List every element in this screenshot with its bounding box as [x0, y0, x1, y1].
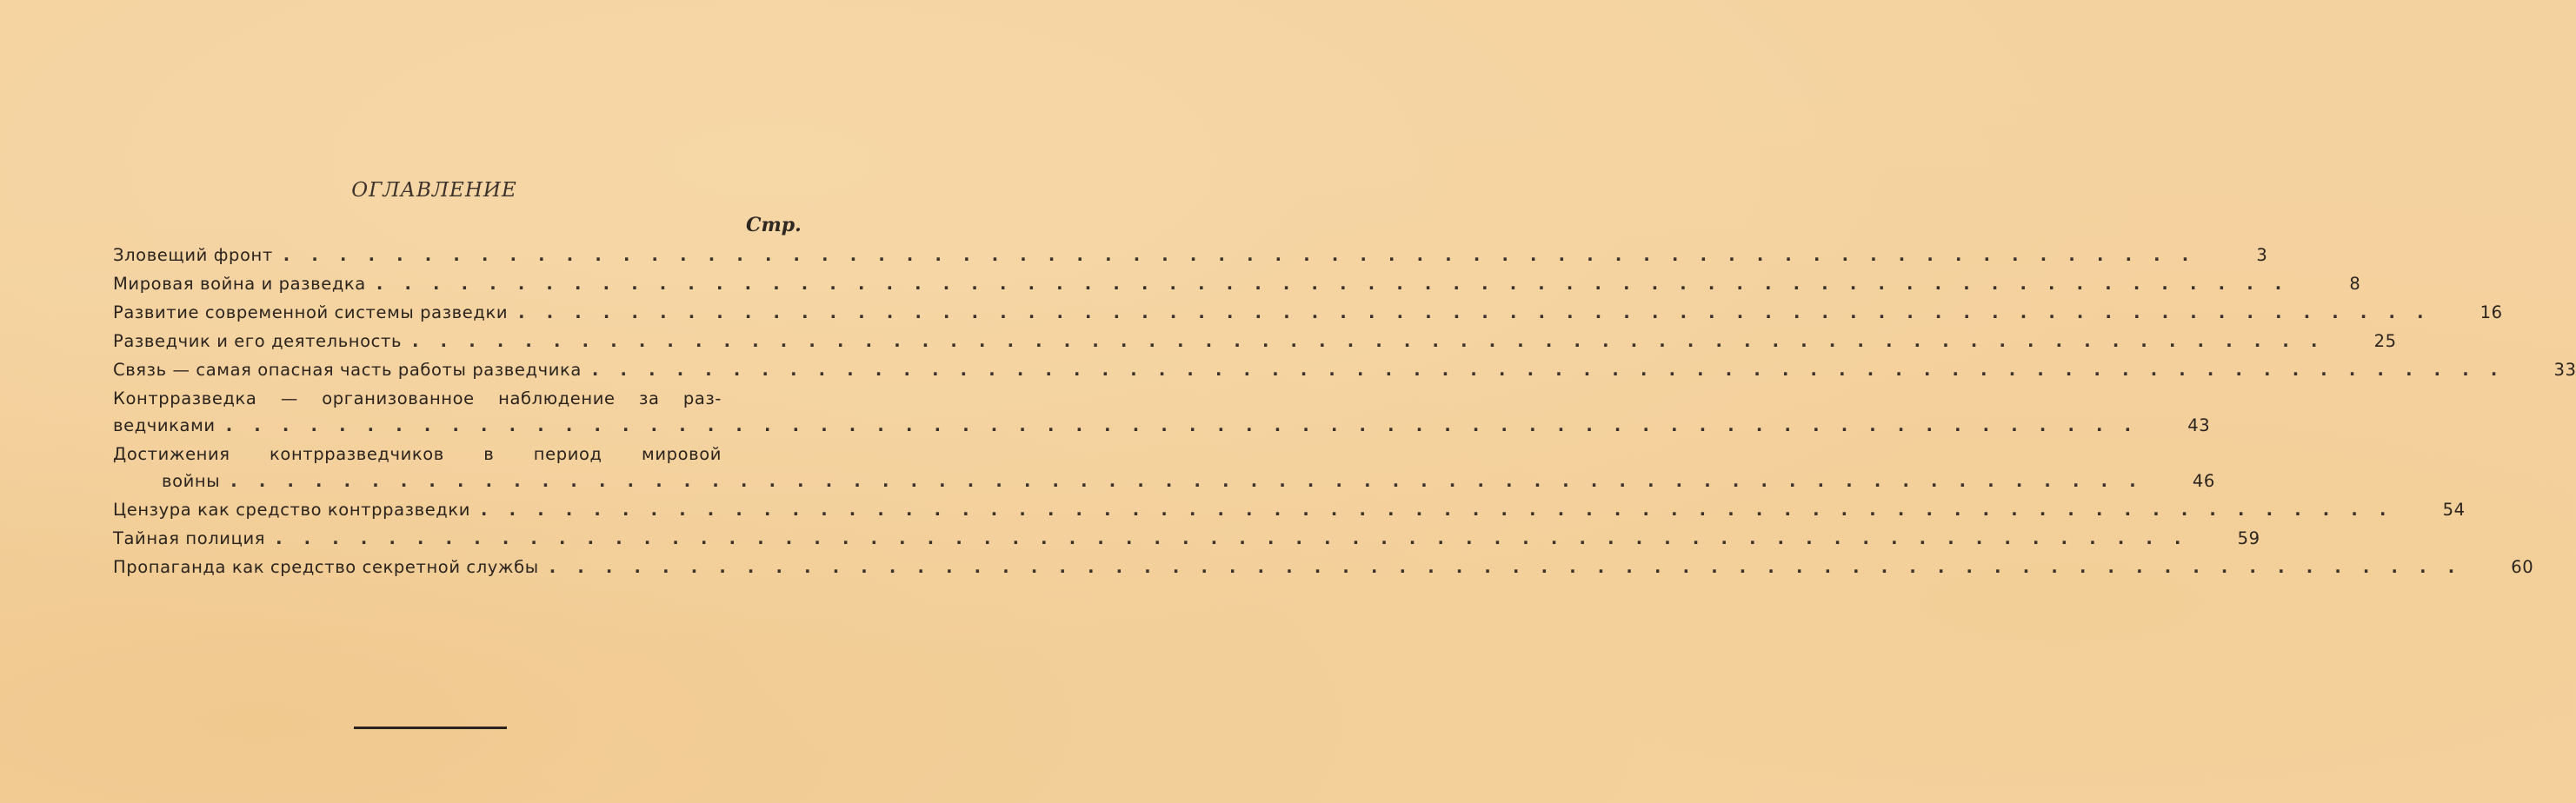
toc-entry-title: Мировая война и разведка [113, 274, 366, 294]
toc-entry-title: Цензура как средство контрразведки [113, 500, 471, 520]
toc-entry-page: 46 [2192, 471, 2215, 491]
toc-entry-page: 59 [2237, 528, 2260, 548]
dot-leader: . . . . . . . . . . . . . . . . . . . . . . . . . . . . . . . . . . . . . . . . . . . . . . . . . . . . . . . . . . . . . . . . . . . . [481, 500, 2394, 520]
toc-entry-page: 8 [2349, 274, 2361, 294]
toc-entry-page: 43 [2187, 415, 2211, 435]
toc-entry-title-line1: Достижения контрразведчиков в период мировой [113, 444, 722, 464]
page-heading: ОГЛАВЛЕНИЕ [351, 179, 517, 202]
toc-entry [113, 557, 2534, 586]
dot-leader: . . . . . . . . . . . . . . . . . . . . . . . . . . . . . . . . . . . . . . . . . . . . . . . . . . . . . . . . . . . . . . . . . . . . [276, 528, 2189, 548]
toc-entry-title: Разведчик и его деятельность [113, 331, 403, 351]
dot-leader: . . . . . . . . . . . . . . . . . . . . . . . . . . . . . . . . . . . . . . . . . . . . . . . . . . . . . . . . . . . . . . . . . . . . [230, 471, 2144, 491]
dot-leader: . . . . . . . . . . . . . . . . . . . . . . . . . . . . . . . . . . . . . . . . . . . . . . . . . . . . . . . . . . . . . . . . . . . . [518, 302, 2432, 322]
toc-entry-page: 25 [2373, 331, 2397, 351]
toc-entry-title-line1: Контрразведка — организованное наблюдение за раз- [113, 388, 722, 408]
closing-rule [354, 727, 507, 729]
page-column-label: Стр. [746, 214, 802, 236]
toc-entry-page: 60 [2511, 557, 2534, 577]
toc-entry [113, 331, 2397, 360]
toc-entry-title: Зловещий фронт [113, 245, 273, 265]
toc-entry [113, 302, 2503, 331]
dot-leader: . . . . . . . . . . . . . . . . . . . . . . . . . . . . . . . . . . . . . . . . . . . . . . . . . . . . . . . . . . . . . . . . . . . . [549, 557, 2463, 577]
toc-entry [113, 500, 2466, 528]
toc-entry-page: 33 [2553, 360, 2576, 380]
toc-entry-line2 [113, 471, 2215, 500]
toc-entry [113, 245, 2268, 274]
toc-entry-title-line2: ведчиками [113, 415, 216, 435]
toc-entry [113, 388, 2211, 444]
toc-entry-line2 [113, 415, 2211, 444]
toc-entry [113, 360, 2576, 388]
toc-entry-title: Связь — самая опасная часть работы разведчика [113, 360, 582, 380]
dot-leader: . . . . . . . . . . . . . . . . . . . . . . . . . . . . . . . . . . . . . . . . . . . . . . . . . . . . . . . . . . . . . . . . . . . . [591, 360, 2506, 380]
toc-entry-title: Пропаганда как средство секретной службы [113, 557, 539, 577]
toc-entry [113, 444, 2215, 500]
toc-entry-page: 16 [2479, 302, 2503, 322]
toc-entry-page: 3 [2256, 245, 2268, 265]
toc-entry [113, 528, 2260, 557]
dot-leader: . . . . . . . . . . . . . . . . . . . . . . . . . . . . . . . . . . . . . . . . . . . . . . . . . . . . . . . . . . . . . . . . . . . . [376, 274, 2290, 294]
toc-entry [113, 274, 2361, 302]
toc-entry-title: Тайная полиция [113, 528, 266, 548]
table-of-contents [113, 245, 2576, 586]
toc-entry-title: Развитие современной системы разведки [113, 302, 509, 322]
dot-leader: . . . . . . . . . . . . . . . . . . . . . . . . . . . . . . . . . . . . . . . . . . . . . . . . . . . . . . . . . . . . . . . . . . . . [412, 331, 2326, 351]
dot-leader: . . . . . . . . . . . . . . . . . . . . . . . . . . . . . . . . . . . . . . . . . . . . . . . . . . . . . . . . . . . . . . . . . . . . [225, 415, 2140, 435]
dot-leader: . . . . . . . . . . . . . . . . . . . . . . . . . . . . . . . . . . . . . . . . . . . . . . . . . . . . . . . . . . . . . . . . . . . . [283, 245, 2197, 265]
toc-entry-title-line2: войны [162, 471, 221, 491]
toc-entry-page: 54 [2442, 500, 2466, 520]
